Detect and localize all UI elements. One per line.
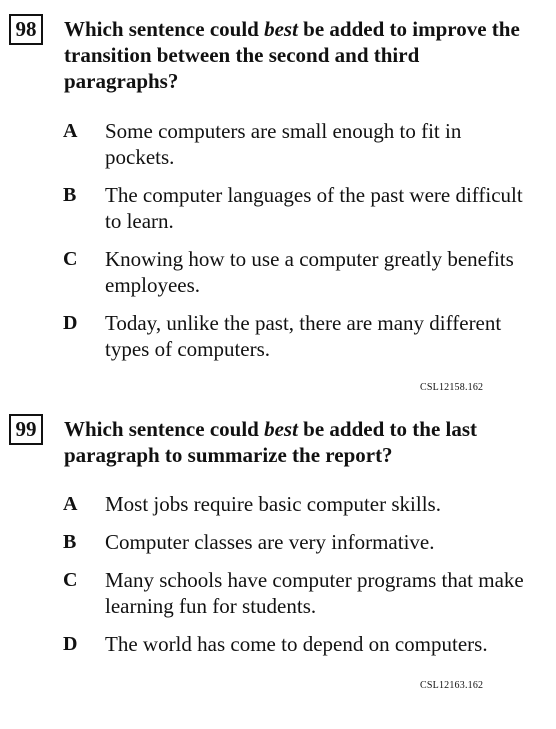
option-text: Most jobs require basic computer skills. [105,492,441,516]
option-text: Many schools have computer programs that make learning fun for students. [105,568,524,618]
question-number-box: 99 [9,414,43,445]
option-text: The world has come to depend on computers. [105,632,488,656]
answer-option-c[interactable] [0,567,556,619]
option-letter: D [63,312,78,334]
option-letter: C [63,248,78,270]
stem-text-before: Which sentence could [64,17,265,41]
answer-option-b[interactable] [0,529,556,555]
option-text: Computer classes are very informative. [105,530,435,554]
question-stem [64,16,526,94]
option-letter: B [63,531,77,553]
answer-option-a[interactable] [0,118,556,170]
stem-text-before: Which sentence could [64,417,265,441]
option-letter: B [63,184,77,206]
answer-options [0,118,556,374]
option-text: Today, unlike the past, there are many different types of computers. [105,311,502,361]
answer-option-a[interactable] [0,491,556,517]
item-code: CSL12158.162 [420,382,484,393]
stem-emphasis: best [264,17,298,41]
answer-option-d[interactable] [0,631,556,657]
question-stem [64,416,526,468]
option-text: Some computers are small enough to fit in pockets. [105,119,462,169]
answer-option-c[interactable] [0,246,556,298]
answer-options [0,491,556,669]
stem-text-after: be added to improve the transition between the second and third paragraphs? [64,17,520,93]
option-letter: A [63,120,78,142]
answer-option-d[interactable] [0,310,556,362]
question-number-box: 98 [9,14,43,45]
answer-option-b[interactable] [0,182,556,234]
stem-emphasis: best [264,417,298,441]
stem-text-after: be added to the last paragraph to summarize the report? [64,417,478,467]
option-letter: C [63,569,78,591]
option-text: The computer languages of the past were difficult to learn. [105,183,523,233]
option-letter: D [63,633,78,655]
option-letter: A [63,493,78,515]
item-code: CSL12163.162 [420,680,484,691]
option-text: Knowing how to use a computer greatly benefits employees. [105,247,514,297]
